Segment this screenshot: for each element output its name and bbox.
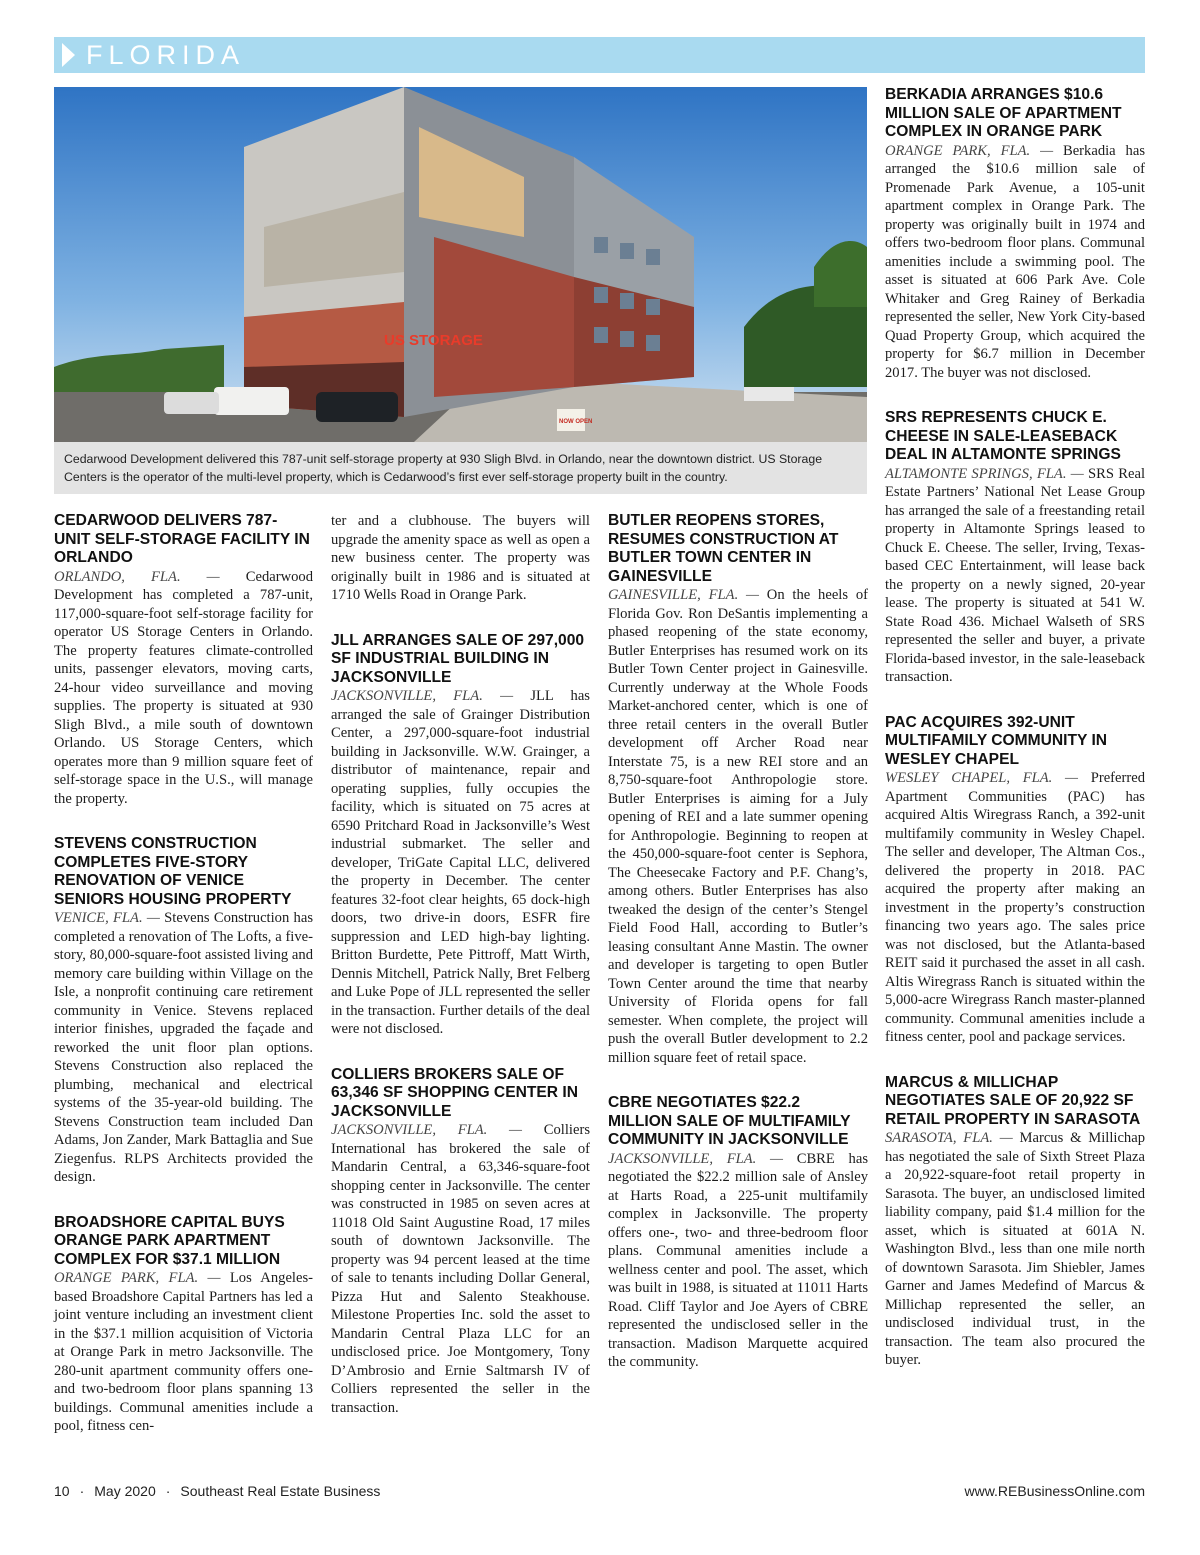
article-body: Berkadia has arranged the $10.6 million sale of Promenade Park Avenue, a 105-unit apartment complex in Orange Park. The property was originally built in 1974 and offers two-bedroom floor plans. Communal amenities include a swimming pool. The asset is situated at 606 Park Ave. Cole Whitaker and Greg Rainey of Berkadia represented the seller, New York City-based Quad Property Group, which acquired the property for $6.7 million in December 2017. The buyer was not disclosed. [885, 142, 1145, 381]
article-body: Cedarwood Development has completed a 787-unit, 117,000-square-foot self-storage facility for operator US Storage Centers in Orlando. The property features climate-controlled units, passenger elevators, moving carts, 24-hour video surveillance and moving supplies. The property is situated at 930 Sligh Blvd., a mile south of downtown Orlando. US Storage Centers, which operates more than 9 million square feet of self-storage space in the U.S., will manage the property. [54, 568, 314, 807]
banner-arrow-icon [62, 43, 75, 67]
article-body: Los Angeles-based Broadshore Capital Partners has led a joint venture including an investment client in the $37.1 million acquisition of Victoria at Orange Park in metro Jacksonville. The 280-unit apartment community offers one- and two-bedroom floor plans spanning 13 buildings. Communal amenities include a pool, fitness cen- [54, 1270, 313, 1434]
column-2 [331, 512, 590, 1444]
article-body: SRS Real Estate Partners’ National Net Lease Group has arranged the sale of a freestanding retail property in Altamonte Springs leased to Chuck E. Cheese. The seller, Irving, Texas-based CEC Entertainment, will lease back the property on a newly signed, 20-year lease. The property is situated at 541 W. State Road 436. Michael Walseth of SRS represented the seller and buyer, a private Florida-based investor, in the sale-leaseback transaction. [885, 465, 1145, 685]
article-cedarwood [54, 512, 313, 808]
page-number: 10 [54, 1483, 70, 1499]
article-broadshore [54, 1214, 313, 1436]
article-berkadia [885, 86, 1145, 382]
article-body: Preferred Apartment Communities (PAC) has acquired Altis Wiregrass Ranch, a 392-unit multifamily community in Wesley Chapel. The seller and developer, The Altman Cos., delivered the property in 2018. PAC acquired the property after making an investment in the property’s construction financing two years ago. The sales price was not disclosed, but the Atlanta-based REIT said it purchased the asset in all cash. Altis Wiregrass Ranch is situated within the 5,000-acre Wiregrass Ranch master-planned community. Communal amenities include a fitness center, pool and package services. [885, 770, 1146, 1045]
article-body: Colliers International has brokered the sale of Mandarin Central, a 63,346-square-foot shopping center in Jacksonville. The center was constructed in 1985 on seven acres at 11018 Old Saint Augustine Road, 17 miles south of downtown Jacksonville. The property was 94 percent leased at the time of sale to tenants including Dollar General, Pizza Hut and Salento Steakhouse. Milestone Properties Inc. sold the asset to Mandarin Central Plaza LLC for an undisclosed price. Joe Montgomery, Tony D’Ambrosio and Ernie Saltmarsh IV of Colliers represented the seller in the transaction. [331, 1122, 590, 1416]
article-cbre [608, 1094, 868, 1372]
column-3 [608, 512, 868, 1399]
feature-photo [54, 87, 867, 442]
issue-date: May 2020 [94, 1483, 156, 1499]
article-body: Marcus & Millichap has negotiated the sale of Sixth Street Plaza a 20,922-square-foot retail property in Sarasota. The buyer, an undisclosed limited liability company, paid $1.4 million for the asset, which is situated at 601A N. Washington Blvd., less than one mile north of downtown Sarasota. Jim Shiebler, James Garner and James Medefind of Marcus & Millichap represented the seller, an undisclosed individual trust, in the transaction. The team also procured the buyer. [885, 1130, 1145, 1368]
section-title: FLORIDA [86, 40, 246, 70]
article-dateline: JACKSONVILLE, FLA. — [331, 688, 514, 704]
article-headline: BERKADIA ARRANGES $10.6 MILLION SALE OF APARTMENT COMPLEX IN ORANGE PARK [885, 86, 1122, 140]
section-banner [54, 37, 1145, 73]
article-dateline: GAINESVILLE, FLA. — [608, 587, 759, 603]
article-dateline: VENICE, FLA. — [54, 910, 160, 926]
article-dateline: ORLANDO, FLA. — [54, 568, 220, 585]
column-4 [885, 86, 1145, 1397]
article-headline: PAC ACQUIRES 392-UNIT MULTIFAMILY COMMUNITY IN WESLEY CHAPEL [885, 713, 1108, 768]
article-headline: BROADSHORE CAPITAL BUYS ORANGE PARK APARTMENT COMPLEX FOR $37.1 MILLION [54, 1213, 285, 1268]
article-butler [608, 512, 868, 1067]
article-headline: CBRE NEGOTIATES $22.2 MILLION SALE OF MULTIFAMILY COMMUNITY IN JACKSONVILLE [608, 1094, 851, 1148]
article-marcus-millichap [885, 1074, 1145, 1370]
article-jll [331, 632, 590, 1039]
article-headline: BUTLER REOPENS STORES, RESUMES CONSTRUCTION AT BUTLER TOWN CENTER IN GAINESVILLE [608, 512, 839, 585]
article-broadshore-continued [331, 512, 590, 605]
now-open-poster: NOW OPEN [559, 419, 593, 425]
article-dateline: WESLEY CHAPEL, FLA. — [885, 770, 1078, 786]
publication-name: Southeast Real Estate Business [180, 1483, 381, 1499]
article-dateline: ORANGE PARK, FLA. — [54, 1270, 221, 1286]
photo-caption: Cedarwood Development delivered this 787-unit self-storage property at 930 Sligh Blvd. in Orlando, near the downtown district. US Storage Centers is the operator of the multi-level property, which is Cedarwood’s first ever self-storage property built in the country. [54, 442, 867, 494]
article-srs [885, 409, 1145, 687]
article-dateline: ORANGE PARK, FLA. — [885, 142, 1054, 159]
article-dateline: SARASOTA, FLA. — [885, 1130, 1013, 1146]
article-body: On the heels of Florida Gov. Ron DeSantis implementing a phased reopening of the state economy, Butler Enterprises has resumed work on its Butler Town Center project in Gainesville. Currently underway at the Whole Foods Market-anchored center, which is one of three retail centers in the overall Butler development off Archer Road near Interstate 75, is a new REI store and an 8,750-square-foot Anthropologie store. Butler Enterprises is aiming for a July opening of REI and a late summer opening for Anthropologie. Beginning to reopen at the 450,000-square-foot center is Sephora, The Cheesecake Factory and P.F. Chang’s, among others. Butler Enterprises has also tweaked the design of the center’s Stengel Field Food Hall, according to Butler’s leasing consultant Anne Mastin. The owner and developer is targeting to open Butler Town Center around the time that nearby University of Florida opens for fall semester. When complete, the project will push the overall Butler development to 2.2 million square feet of retail space. [608, 587, 868, 1066]
article-dateline: JACKSONVILLE, FLA. — [331, 1122, 523, 1138]
article-headline: CEDARWOOD DELIVERS 787-UNIT SELF-STORAGE FACILITY IN ORLANDO [54, 512, 310, 566]
article-body: JLL has arranged the sale of Grainger Distribution Center, a 297,000-square-foot industrial building in Jacksonville. W.W. Grainger, a distributor of maintenance, repair and operating supplies, fully occupies the facility, which is situated on 75 acres at 6590 Pritchard Road in Jacksonville’s West industrial submarket. The seller and developer, TriGate Capital LLC, delivered the property in December. The center features 32-foot clear heights, 65 dock-high doors, two drive-in doors, ESFR fire suppression and LED high-bay lighting. Britton Burdette, Pete Pittroff, Matt Wirth, Dennis Mitchell, Patrick Nally, Bret Felberg and Luke Pope of JLL represented the seller in the transaction. Further details of the deal were not disclosed. [331, 688, 590, 1037]
article-colliers [331, 1066, 590, 1418]
article-headline: COLLIERS BROKERS SALE OF 63,346 SF SHOPPING CENTER IN JACKSONVILLE [331, 1065, 578, 1120]
article-body: CBRE has negotiated the $22.2 million sale of Ansley at Harts Road, a 225-unit multifamily complex in Jacksonville. The property offers one-, two- and three-bedroom floor plans. Communal amenities include a wellness center and pool. The asset, which was built in 1988, is situated at 11011 Harts Road. Cliff Taylor and Joe Ayers of CBRE represented the undisclosed seller in the transaction. Madison Marquette acquired the community. [608, 1150, 868, 1370]
article-headline: MARCUS & MILLICHAP NEGOTIATES SALE OF 20,922 SF RETAIL PROPERTY IN SARASOTA [885, 1073, 1141, 1128]
article-body: Stevens Construction has completed a renovation of The Lofts, a five-story, 80,000-square-foot assisted living and memory care building within Village on the Isle, a nonprofit continuing care retirement community in Venice. Stevens replaced interior finishes, upgraded the façade and reworked the unit floor plan options. Stevens Construction also replaced the plumbing, mechanical and electrical systems of the 35-year-old building. The Stevens Construction team included Dan Adams, Jon Zander, Mark Battaglia and Sue Ziegenfus. RLPS Architects provided the design. [54, 910, 313, 1185]
column-1 [54, 512, 313, 1463]
article-headline: SRS REPRESENTS CHUCK E. CHEESE IN SALE-LEASEBACK DEAL IN ALTAMONTE SPRINGS [885, 409, 1121, 463]
article-headline: STEVENS CONSTRUCTION COMPLETES FIVE-STORY RENOVATION OF VENICE SENIORS HOUSING PROPERTY [54, 835, 292, 908]
article-dateline: JACKSONVILLE, FLA. — [608, 1150, 783, 1167]
building-sign: US STORAGE [384, 332, 483, 349]
page-footer: 10 · May 2020 · Southeast Real Estate Business www.REBusinessOnline.com [54, 1483, 1145, 1499]
website-link[interactable]: www.REBusinessOnline.com [964, 1483, 1145, 1499]
article-pac [885, 714, 1145, 1047]
article-dateline: ALTAMONTE SPRINGS, FLA. — [885, 465, 1084, 482]
article-body-continued: ter and a clubhouse. The buyers will upgrade the amenity space as well as open a new business center. The property was originally built in 1986 and is situated at 1710 Wells Road in Orange Park. [331, 513, 590, 603]
article-stevens [54, 835, 313, 1187]
article-headline: JLL ARRANGES SALE OF 297,000 SF INDUSTRIAL BUILDING IN JACKSONVILLE [331, 631, 585, 686]
